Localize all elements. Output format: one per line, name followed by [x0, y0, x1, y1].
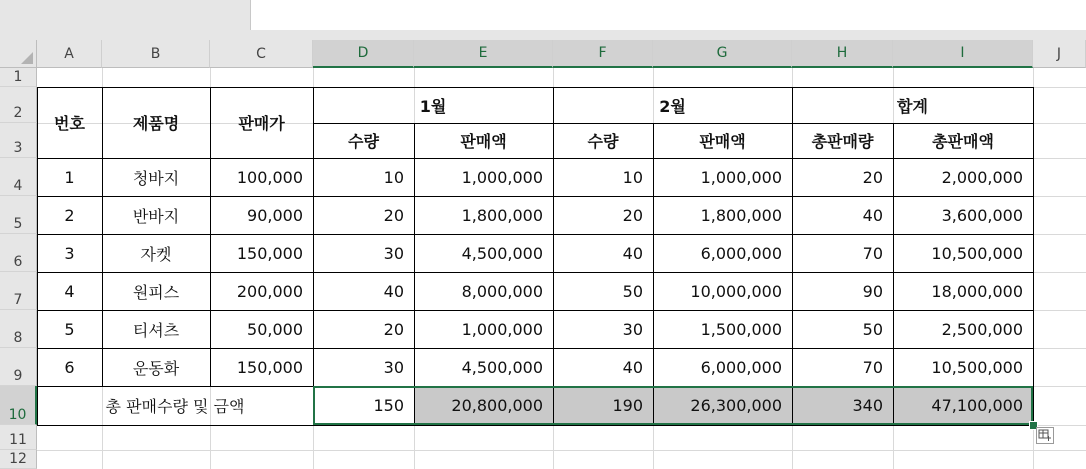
cell-price[interactable]: 90,000 [247, 205, 303, 225]
cell-no[interactable]: 3 [64, 243, 75, 263]
cell-name[interactable]: 운동화 [132, 358, 180, 378]
table-border [653, 123, 654, 426]
cell-feb-qty[interactable]: 40 [622, 243, 643, 263]
cell-name[interactable]: 자켓 [140, 244, 172, 264]
row-header-4[interactable]: 4 [0, 158, 37, 196]
cell-jan-qty[interactable]: 30 [383, 243, 404, 263]
cell-name[interactable]: 반바지 [132, 206, 180, 226]
cell-jan-amt[interactable]: 4,500,000 [461, 243, 543, 263]
gridline-h [37, 450, 1086, 451]
table-border [37, 196, 1034, 197]
table-border [37, 87, 1034, 88]
row-header-7[interactable]: 7 [0, 272, 37, 310]
header-jan-qty[interactable]: 수량 [348, 132, 379, 151]
column-header-d[interactable]: D [313, 40, 414, 68]
cell-price[interactable]: 50,000 [247, 319, 303, 339]
cell-price[interactable]: 150,000 [236, 243, 303, 263]
cell-jan-qty[interactable]: 10 [383, 167, 404, 187]
cell-jan-amt[interactable]: 1,800,000 [461, 205, 543, 225]
summary-feb-amt[interactable]: 26,300,000 [690, 396, 782, 415]
cell-jan-qty[interactable]: 20 [383, 205, 404, 225]
row-header-6[interactable]: 6 [0, 234, 37, 272]
column-header-e[interactable]: E [414, 40, 553, 68]
column-header-a[interactable]: A [37, 40, 102, 68]
cell-no[interactable]: 5 [64, 319, 75, 339]
column-header-f[interactable]: F [553, 40, 653, 68]
table-border [313, 87, 314, 426]
cell-total-qty[interactable]: 20 [862, 167, 883, 187]
table-border [37, 348, 1034, 349]
row-header-8[interactable]: 8 [0, 310, 37, 348]
cell-feb-amt[interactable]: 6,000,000 [700, 243, 782, 263]
column-header-i[interactable]: I [893, 40, 1033, 68]
row-header-12[interactable]: 12 [0, 450, 37, 469]
column-header-g[interactable]: G [653, 40, 792, 68]
table-border [37, 386, 1034, 387]
cell-total-qty[interactable]: 50 [862, 319, 883, 339]
header-product[interactable]: 제품명 [132, 114, 180, 133]
header-no[interactable]: 번호 [54, 114, 85, 133]
table-border [37, 310, 1034, 311]
row-header-5[interactable]: 5 [0, 196, 37, 234]
table-border [210, 87, 211, 387]
cell-feb-qty[interactable]: 10 [622, 167, 643, 187]
cell-name[interactable]: 청바지 [132, 168, 180, 188]
header-feb-amt[interactable]: 판매액 [699, 132, 746, 151]
cell-total-amt[interactable]: 2,000,000 [941, 167, 1023, 187]
table-border [37, 425, 1034, 426]
table-border [37, 234, 1034, 235]
header-jan[interactable]: 1월 [419, 96, 447, 116]
summary-feb-qty[interactable]: 190 [612, 396, 643, 415]
header-feb[interactable]: 2월 [659, 96, 686, 116]
cell-no[interactable]: 4 [64, 281, 75, 301]
table-border [37, 158, 1034, 159]
header-total-amt[interactable]: 총판매액 [932, 132, 994, 151]
cell-feb-amt[interactable]: 1,800,000 [700, 205, 782, 225]
select-all-triangle-icon [21, 52, 33, 64]
table-border [37, 272, 1034, 273]
header-total[interactable]: 합계 [897, 96, 928, 116]
row-header-10[interactable]: 10 [0, 386, 37, 425]
cell-jan-qty[interactable]: 20 [383, 319, 404, 339]
cell-name[interactable]: 원피스 [132, 282, 180, 302]
cell-jan-qty[interactable]: 30 [383, 357, 404, 377]
cell-jan-amt[interactable]: 4,500,000 [461, 357, 543, 377]
cell-feb-qty[interactable]: 50 [622, 281, 643, 301]
cell-name[interactable]: 티셔츠 [132, 320, 180, 340]
column-header-c[interactable]: C [210, 40, 313, 68]
table-border [792, 87, 793, 426]
cell-price[interactable]: 200,000 [236, 281, 303, 301]
cell-feb-qty[interactable]: 30 [622, 319, 643, 339]
cell-price[interactable]: 150,000 [236, 357, 303, 377]
cell-jan-amt[interactable]: 1,000,000 [461, 319, 543, 339]
quick-analysis-button[interactable] [1036, 427, 1054, 444]
row-header-11[interactable]: 11 [0, 425, 37, 450]
column-header-j[interactable]: J [1033, 40, 1086, 68]
summary-total-amt[interactable]: 47,100,000 [931, 396, 1023, 415]
cell-no[interactable]: 6 [64, 357, 75, 377]
table-border [1033, 87, 1034, 426]
cell-total-amt[interactable]: 18,000,000 [931, 281, 1023, 301]
cell-total-qty[interactable]: 70 [862, 357, 883, 377]
summary-jan-qty[interactable]: 150 [373, 396, 404, 415]
header-feb-qty[interactable]: 수량 [587, 132, 619, 151]
cell-total-qty[interactable]: 90 [862, 281, 883, 301]
table-border [414, 123, 415, 426]
cell-jan-amt[interactable]: 1,000,000 [461, 167, 543, 187]
column-header-b[interactable]: B [102, 40, 210, 68]
cell-jan-qty[interactable]: 40 [383, 281, 404, 301]
name-box[interactable] [0, 0, 250, 30]
table-border [102, 87, 103, 387]
cell-feb-amt[interactable]: 1,000,000 [700, 167, 782, 187]
cell-jan-amt[interactable]: 8,000,000 [461, 281, 543, 301]
cell-total-amt[interactable]: 2,500,000 [941, 319, 1023, 339]
table-border [313, 123, 1034, 124]
table-border [37, 87, 38, 426]
cell-feb-qty[interactable]: 40 [622, 357, 643, 377]
row-header-3[interactable]: 3 [0, 123, 37, 158]
cell-feb-qty[interactable]: 20 [622, 205, 643, 225]
table-border [553, 87, 554, 426]
cell-no[interactable]: 1 [64, 167, 75, 187]
row-header-2[interactable]: 2 [0, 87, 37, 123]
table-border [893, 123, 894, 426]
row-header-9[interactable]: 9 [0, 348, 37, 386]
cell-total-amt[interactable]: 3,600,000 [941, 205, 1023, 225]
select-all-corner[interactable] [0, 40, 37, 68]
header-price[interactable]: 판매가 [238, 114, 285, 133]
cell-total-qty[interactable]: 40 [862, 205, 883, 225]
cell-total-qty[interactable]: 70 [862, 243, 883, 263]
cell-feb-amt[interactable]: 10,000,000 [690, 281, 782, 301]
cell-feb-amt[interactable]: 6,000,000 [700, 357, 782, 377]
header-jan-amt[interactable]: 판매액 [460, 132, 507, 151]
cell-price[interactable]: 100,000 [236, 167, 303, 187]
column-header-h[interactable]: H [792, 40, 893, 68]
cell-no[interactable]: 2 [64, 205, 75, 225]
cell-feb-amt[interactable]: 1,500,000 [700, 319, 782, 339]
quick-analysis-icon [1038, 429, 1052, 442]
summary-label[interactable]: 총 판매수량 및 금액 [105, 397, 245, 416]
summary-jan-amt[interactable]: 20,800,000 [451, 396, 543, 415]
header-total-qty[interactable]: 총판매량 [811, 132, 874, 151]
cell-total-amt[interactable]: 10,500,000 [931, 357, 1023, 377]
summary-total-qty[interactable]: 340 [852, 396, 883, 415]
formula-bar[interactable] [250, 0, 1086, 30]
row-header-1[interactable]: 1 [0, 68, 37, 87]
cell-total-amt[interactable]: 10,500,000 [931, 243, 1023, 263]
